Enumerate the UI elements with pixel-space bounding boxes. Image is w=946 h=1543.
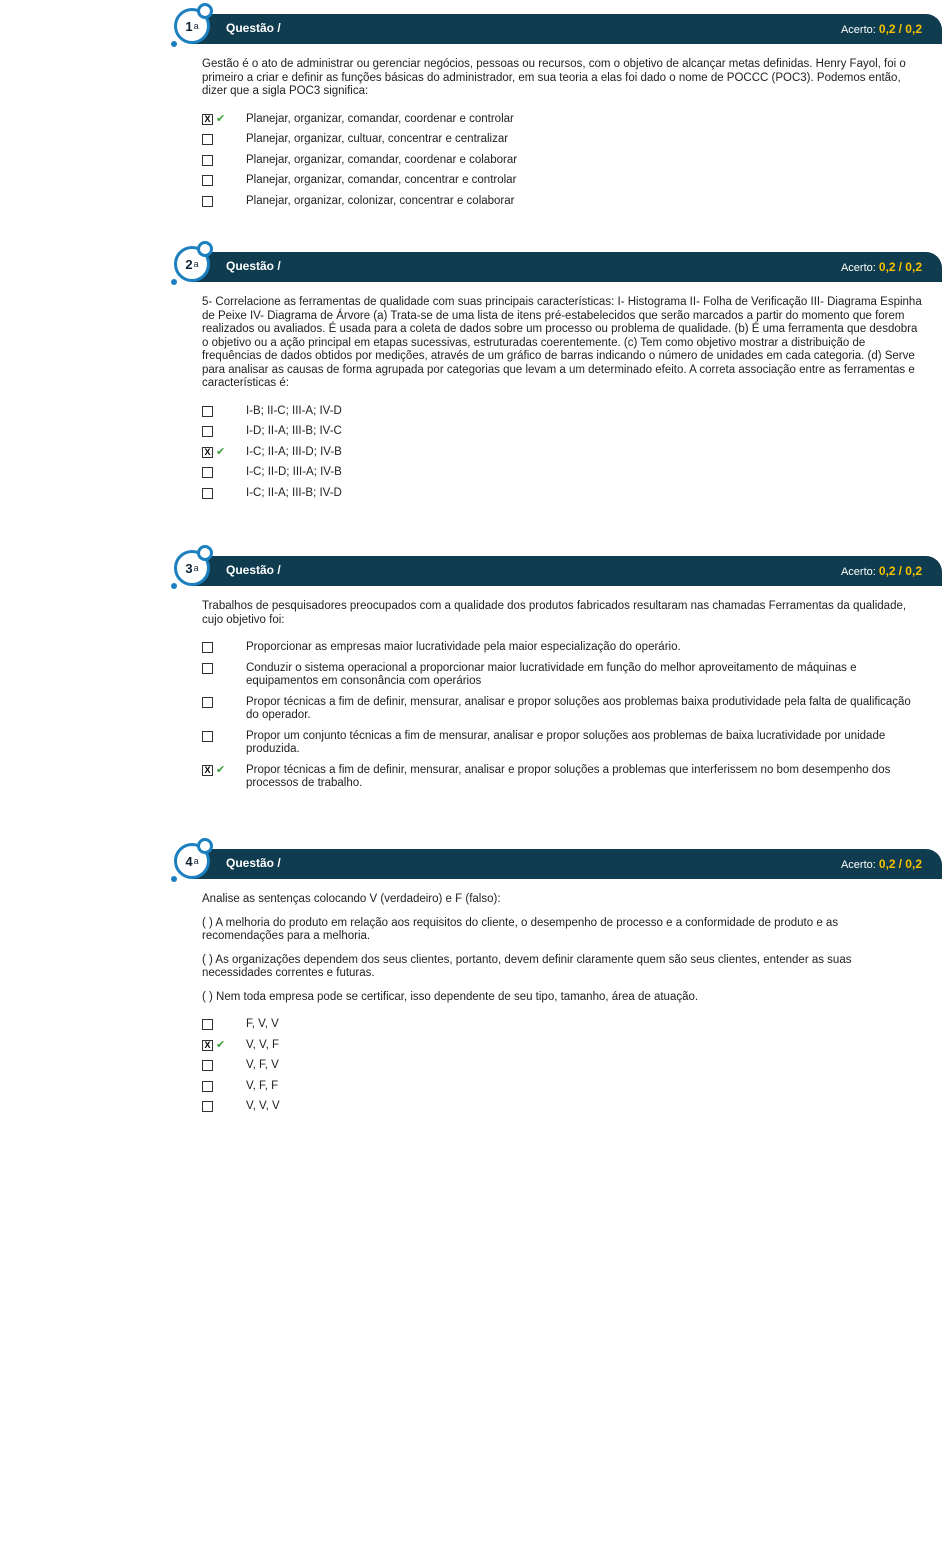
checkbox[interactable]	[202, 765, 213, 776]
option-text: I-C; II-D; III-A; IV-B	[246, 466, 342, 478]
question-number-badge: 4 a	[174, 843, 210, 879]
option-text: Propor técnicas a fim de definir, mensurar, analisar e propor soluções a problemas que interferissem no bom desempenho dos processos de trabalho.	[246, 763, 891, 789]
question-3	[172, 556, 942, 798]
option-row[interactable]	[202, 195, 922, 209]
option-text: Propor técnicas a fim de definir, mensurar, analisar e propor soluções aos problemas baixa produtividade pela falta de qualificação do operador.	[246, 695, 911, 721]
options-list	[202, 1018, 922, 1114]
question-body	[172, 586, 922, 791]
question-number-badge: 1 a	[174, 8, 210, 44]
checkbox[interactable]	[202, 447, 213, 458]
option-text: V, F, V	[246, 1059, 279, 1071]
option-row[interactable]	[202, 1039, 922, 1053]
option-text: I-B; II-C; III-A; IV-D	[246, 404, 342, 417]
option-text: F, V, V	[246, 1018, 279, 1030]
option-text: Conduzir o sistema operacional a proporcionar maior lucratividade em função do melhor aproveitamento de máquinas e equipamentos em consonância com operários	[246, 661, 857, 687]
checkbox[interactable]	[202, 697, 213, 708]
question-body	[172, 282, 922, 500]
options-list	[202, 113, 922, 209]
option-row[interactable]	[202, 1100, 922, 1114]
checkbox[interactable]	[202, 175, 213, 186]
score: Acerto: 0,2 / 0,2	[840, 260, 922, 274]
checkbox[interactable]	[202, 1101, 213, 1112]
question-label: Questão /	[226, 563, 281, 577]
option-row[interactable]	[202, 662, 922, 689]
option-text: I-C; II-A; III-D; IV-B	[246, 445, 342, 458]
question-header	[185, 556, 942, 586]
question-header	[185, 252, 942, 282]
checkbox[interactable]	[202, 1081, 213, 1092]
question-4	[172, 849, 942, 1121]
option-text: Propor um conjunto técnicas a fim de mensurar, analisar e propor soluções aos problemas de baixa lucratividade por unidade produzida.	[246, 729, 886, 755]
option-row[interactable]	[202, 487, 922, 501]
question-label: Questão /	[226, 259, 281, 273]
question-prompt: Gestão é o ato de administrar ou gerenciar negócios, pessoas ou recursos, com o objetivo de alcançar metas definidas. Henry Fayol, foi o primeiro a criar e definir as funções básicas do administrador, em sua teoria a elas foi dado o nome de POCCC (POC3). Podemos então, dizer que a sigla POC3 significa:	[202, 58, 906, 97]
checked-x: X	[204, 764, 211, 775]
option-row[interactable]	[202, 133, 922, 147]
checkbox[interactable]	[202, 155, 213, 166]
option-row[interactable]	[202, 446, 922, 460]
option-row[interactable]	[202, 405, 922, 419]
option-row[interactable]	[202, 113, 922, 127]
score: Acerto: 0,2 / 0,2	[840, 22, 922, 36]
options-list	[202, 641, 922, 791]
correct-check-icon: ✔	[216, 763, 226, 776]
option-text: Planejar, organizar, comandar, coordenar e controlar	[246, 112, 514, 125]
question-label: Questão /	[226, 21, 281, 35]
option-row[interactable]	[202, 1018, 922, 1032]
option-row[interactable]	[202, 641, 922, 655]
checkbox[interactable]	[202, 134, 213, 145]
question-prompt: ( ) Nem toda empresa pode se certificar, isso dependente de seu tipo, tamanho, área de atuação.	[202, 990, 699, 1003]
option-text: Proporcionar as empresas maior lucratividade pela maior especialização do operário.	[246, 641, 681, 653]
checked-x: X	[204, 113, 211, 124]
question-prompt: ( ) As organizações dependem dos seus clientes, portanto, devem definir claramente quem são seus clientes, entender as suas necessidades correntes e futuras.	[202, 953, 852, 979]
correct-check-icon: ✔	[216, 1038, 226, 1051]
question-number-badge: 2 a	[174, 246, 210, 282]
question-header	[185, 849, 942, 879]
option-row[interactable]	[202, 425, 922, 439]
option-text: V, V, V	[246, 1100, 280, 1112]
checkbox[interactable]	[202, 1060, 213, 1071]
option-row[interactable]	[202, 764, 922, 791]
score: Acerto: 0,2 / 0,2	[840, 857, 922, 871]
checkbox[interactable]	[202, 406, 213, 417]
option-row[interactable]	[202, 1059, 922, 1073]
question-body	[172, 44, 922, 208]
checked-x: X	[204, 446, 211, 457]
score: Acerto: 0,2 / 0,2	[840, 564, 922, 578]
option-row[interactable]	[202, 730, 922, 757]
question-prompt: Trabalhos de pesquisadores preocupados com a qualidade dos produtos fabricados resultaram nas chamadas Ferramentas da qualidade, cujo objetivo foi:	[202, 600, 907, 626]
question-header	[185, 14, 942, 44]
option-text: Planejar, organizar, comandar, coordenar e colaborar	[246, 153, 518, 166]
option-row[interactable]	[202, 1080, 922, 1094]
question-prompt: 5- Correlacione as ferramentas de qualidade com suas principais características: I- Histograma II- Folha de Verificação III- Diagrama Espinha de Peixe IV- Diagrama de Árvore (a) Trata-se de uma lista de itens pré-estabelecidos que serão marcados a partir do momento que forem realizados ou avaliados. É usada para a coleta de dados sobre um processo ou problema de qualidade. (b) É uma ferramenta que desdobra o objetivo ou a ação principal em etapas sucessivas, estruturadas coerentemente. (c) Tem como objetivo mostrar a distribuição de frequências de dados obtidos por medições, através de um gráfico de barras indicando o número de unidades em cada categoria. (d) Serve para analisar as causas de forma agrupada por categorias que levam a um determinado efeito. A correta associação entre as ferramentas e características é:	[202, 296, 922, 389]
question-label: Questão /	[226, 856, 281, 870]
option-row[interactable]	[202, 466, 922, 480]
question-1	[172, 14, 942, 215]
option-text: Planejar, organizar, comandar, concentrar e controlar	[246, 174, 517, 186]
checked-x: X	[204, 1039, 211, 1050]
question-2	[172, 252, 942, 507]
checkbox[interactable]	[202, 731, 213, 742]
correct-check-icon: ✔	[216, 112, 226, 125]
checkbox[interactable]	[202, 114, 213, 125]
correct-check-icon: ✔	[216, 445, 226, 458]
options-list	[202, 405, 922, 501]
checkbox[interactable]	[202, 488, 213, 499]
question-number-badge: 3 a	[174, 550, 210, 586]
option-text: Planejar, organizar, cultuar, concentrar e centralizar	[246, 133, 509, 145]
option-text: I-C; II-A; III-B; IV-D	[246, 486, 342, 499]
option-text: I-D; II-A; III-B; IV-C	[246, 425, 342, 437]
checkbox[interactable]	[202, 1019, 213, 1030]
option-row[interactable]	[202, 696, 922, 723]
option-row[interactable]	[202, 154, 922, 168]
option-row[interactable]	[202, 174, 922, 188]
question-body	[172, 879, 922, 1114]
option-text: V, F, F	[246, 1079, 279, 1092]
checkbox[interactable]	[202, 196, 213, 207]
checkbox[interactable]	[202, 1040, 213, 1051]
option-text: Planejar, organizar, colonizar, concentrar e colaborar	[246, 194, 515, 207]
question-prompt: Analise as sentenças colocando V (verdadeiro) e F (falso):	[202, 893, 501, 905]
option-text: V, V, F	[246, 1038, 280, 1051]
checkbox[interactable]	[202, 467, 213, 478]
checkbox[interactable]	[202, 642, 213, 653]
checkbox[interactable]	[202, 663, 213, 674]
checkbox[interactable]	[202, 426, 213, 437]
question-prompt: ( ) A melhoria do produto em relação aos requisitos do cliente, o desempenho de processo e a conformidade de produto e as recomendações para a melhoria.	[202, 916, 839, 942]
